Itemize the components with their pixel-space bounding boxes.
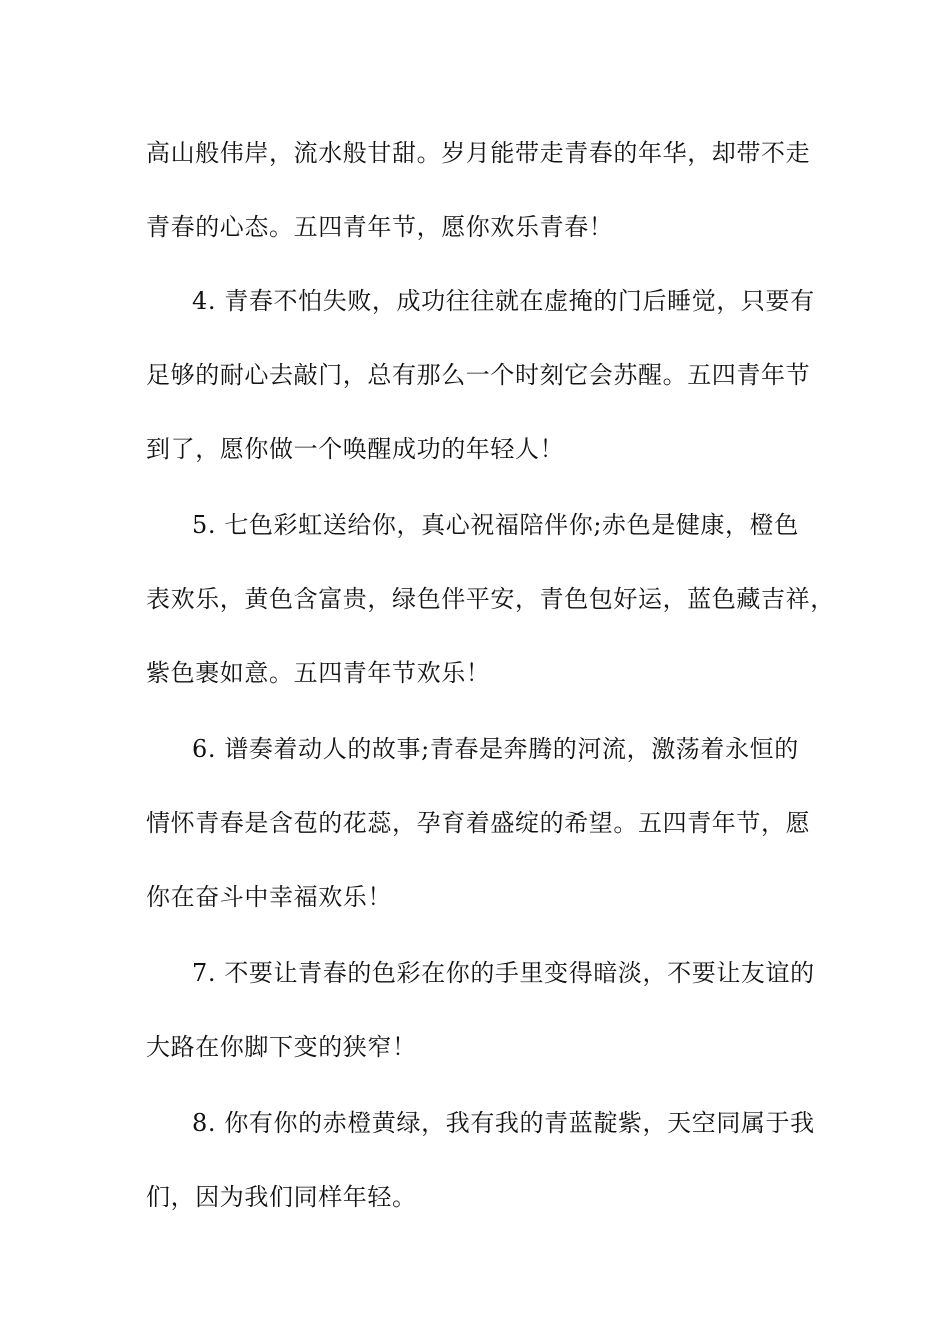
text-line: 大路在你脚下变的狭窄！ (146, 1033, 417, 1061)
paragraph-item-8 (146, 1086, 815, 1234)
text-line: 们，因为我们同样年轻。 (146, 1183, 417, 1211)
paragraph-item-5 (146, 488, 835, 710)
text-line: 青春的心态。五四青年节，愿你欢乐青春！ (146, 213, 614, 241)
text-line: 到了，愿你做一个唤醒成功的年轻人！ (146, 435, 565, 463)
text-line: 8. 你有你的赤橙黄绿，我有我的青蓝靛紫，天空同属于我 (192, 1109, 815, 1137)
text-line: 4. 青春不怕失败，成功往往就在虚掩的门后睡觉，只要有 (192, 287, 815, 315)
text-line: 情怀青春是含苞的花蕊，孕育着盛绽的希望。五四青年节，愿 (146, 809, 811, 837)
text-line: 足够的耐心去敲门，总有那么一个时刻它会苏醒。五四青年节 (146, 361, 811, 389)
paragraph-item-4 (146, 264, 815, 486)
text-line: 表欢乐，黄色含富贵，绿色伴平安，青色包好运，蓝色藏吉祥， (146, 585, 835, 613)
paragraph-item-6 (146, 712, 810, 934)
paragraph-continuation (146, 116, 810, 264)
text-line: 紫色裹如意。五四青年节欢乐！ (146, 659, 491, 687)
text-line: 7. 不要让青春的色彩在你的手里变得暗淡，不要让友谊的 (192, 959, 815, 987)
text-line: 高山般伟岸，流水般甘甜。岁月能带走青春的年华，却带不走 (146, 139, 811, 167)
text-line: 5. 七色彩虹送给你，真心祝福陪伴你;赤色是健康，橙色 (192, 511, 799, 539)
text-line: 6. 谱奏着动人的故事;青春是奔腾的河流，激荡着永恒的 (192, 735, 799, 763)
paragraph-item-7 (146, 936, 815, 1084)
text-line: 你在奋斗中幸福欢乐！ (146, 883, 392, 911)
